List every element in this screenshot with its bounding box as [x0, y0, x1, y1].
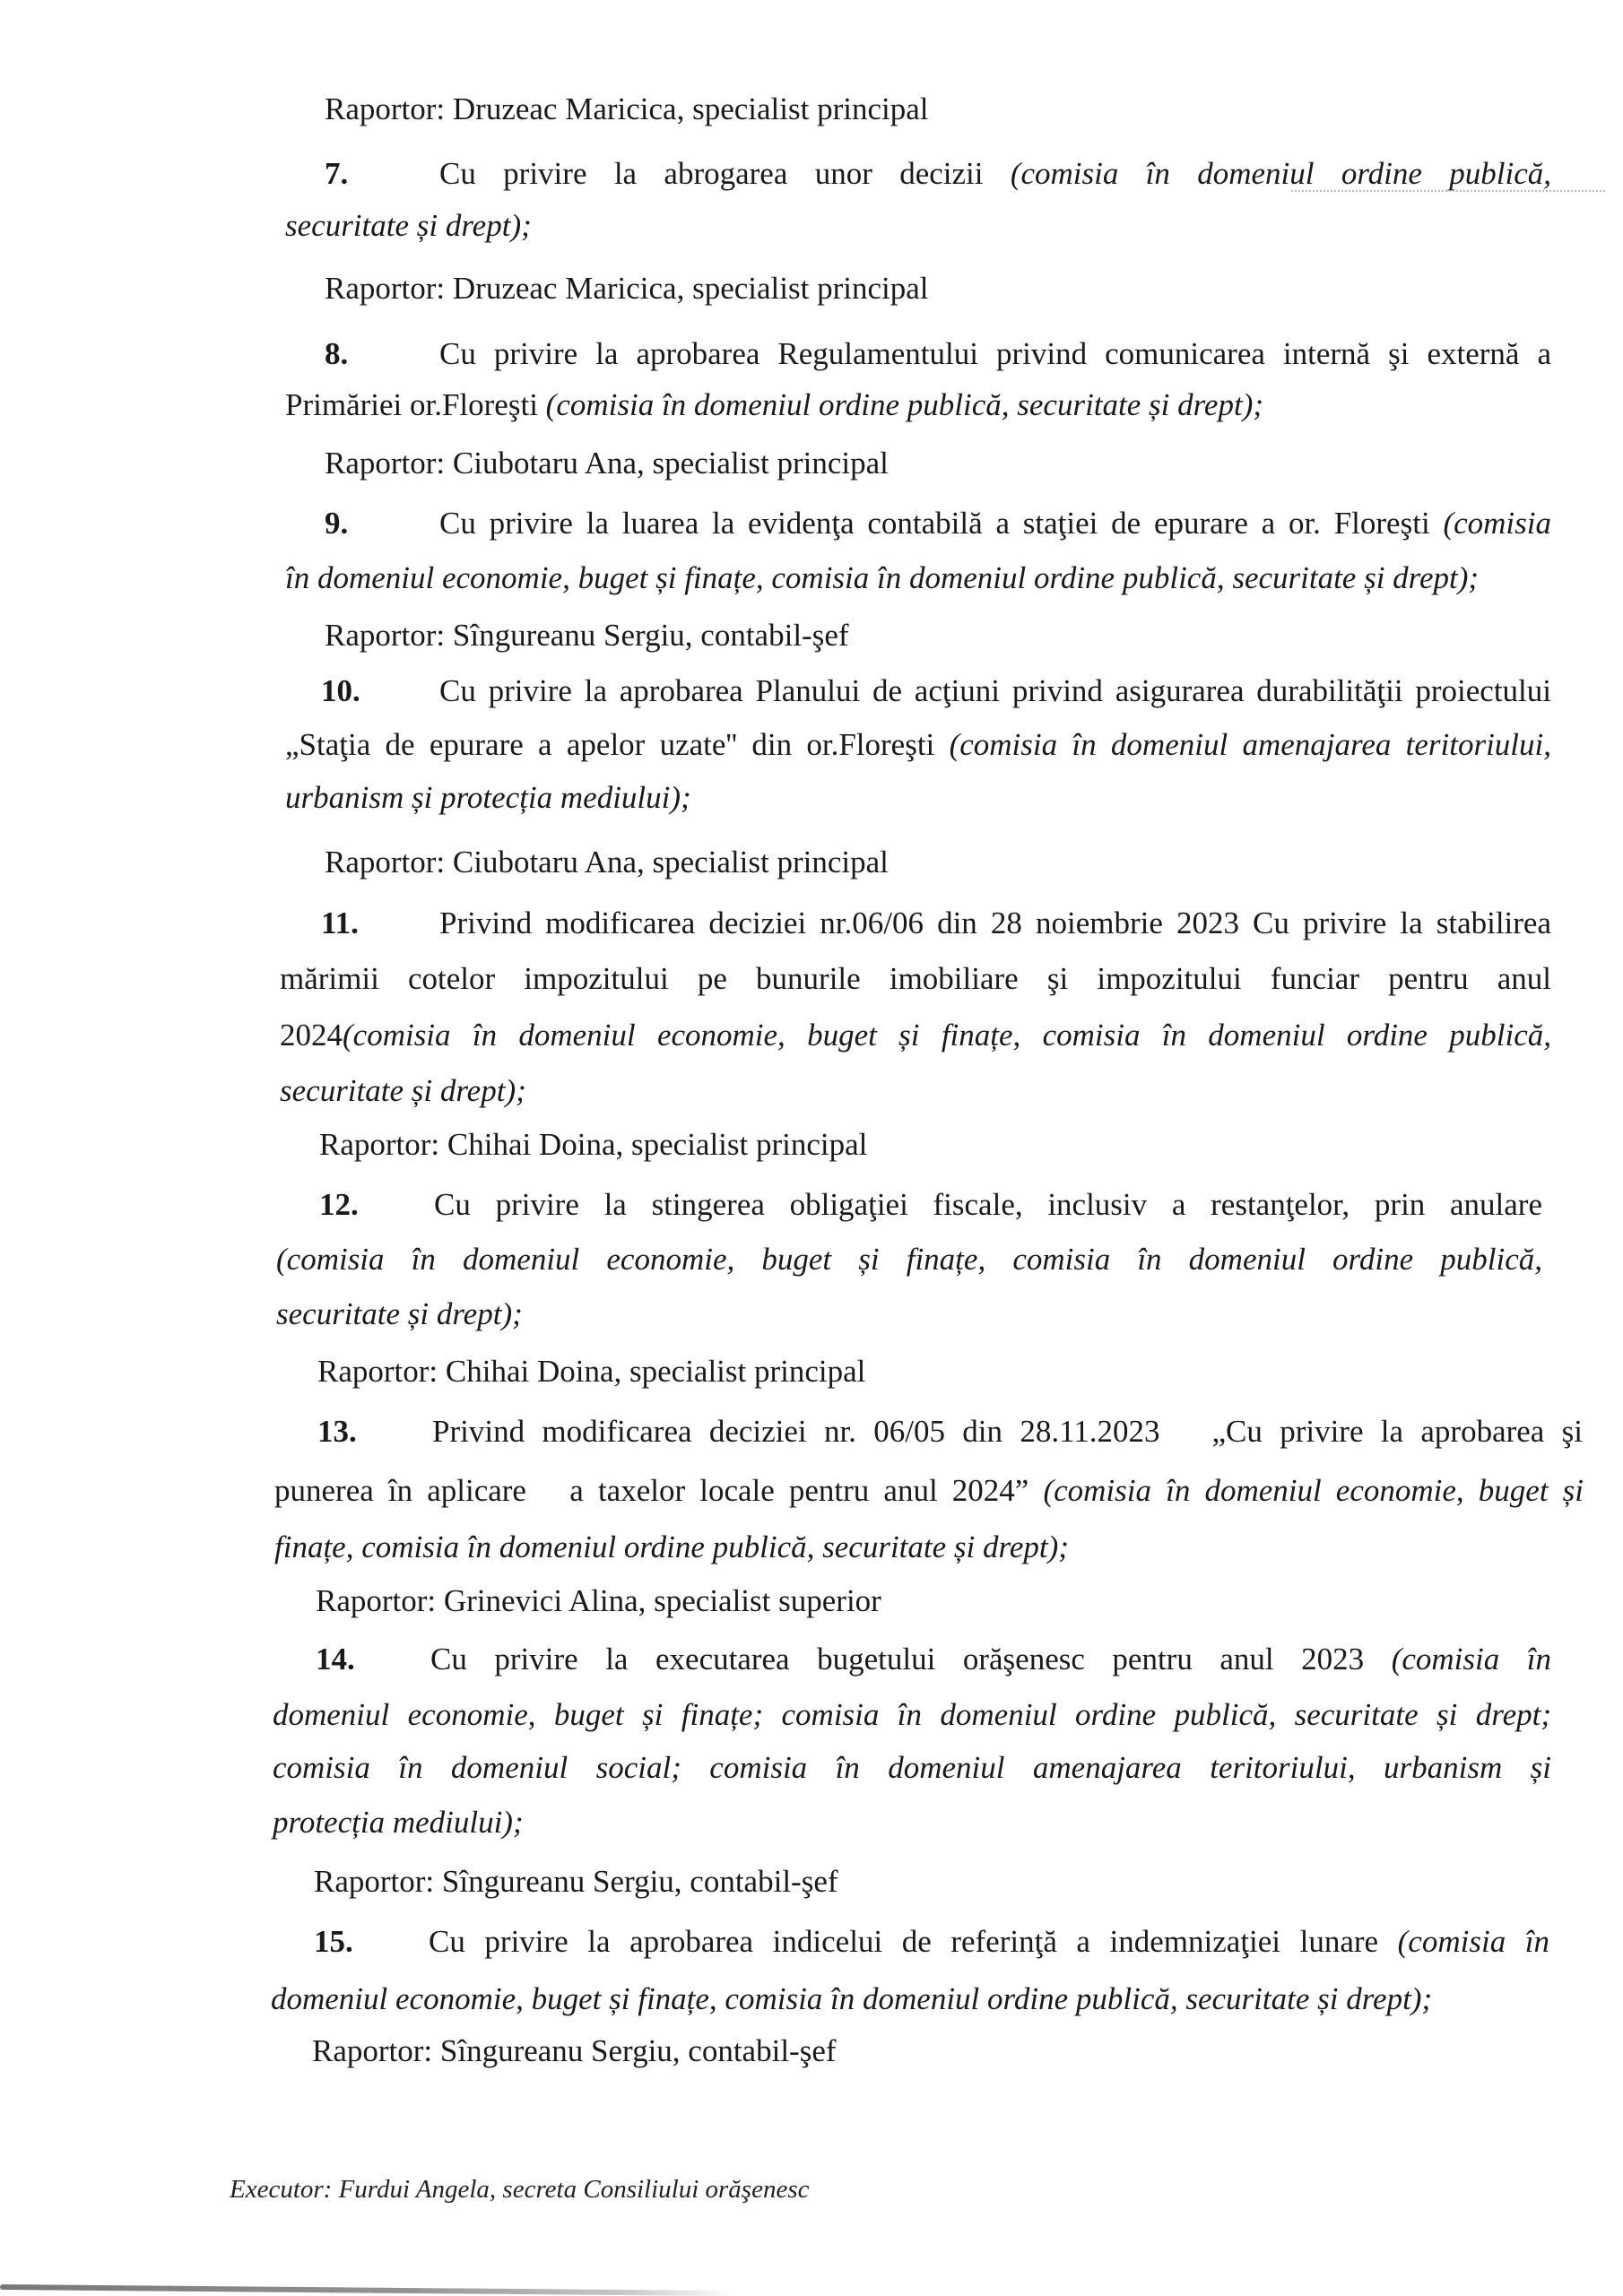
item-continuation-line: urbanism și protecția mediului);: [285, 780, 691, 815]
item-text: Cu privire la stingerea obligaţiei fiscale, inclusiv a restanţelor, prin anulare: [434, 1187, 1542, 1222]
item-continuation-line: [280, 959, 1551, 999]
raportor-intro: Raportor: Druzeac Maricica, specialist principal: [325, 91, 929, 126]
item-title-line: [434, 1185, 1542, 1225]
item-text: punerea în aplicare a taxelor locale pentru anul 2024”: [274, 1473, 1044, 1508]
item-continuation-line: finațe, comisia în domeniul ordine publică, securitate și drept);: [274, 1529, 1069, 1564]
item-continuation-line: [273, 1748, 1551, 1788]
item-text: Cu privire la aprobarea Planului de acţiuni privind asigurarea durabilităţii proiectului: [439, 673, 1551, 708]
item-raportor: Raportor: Chihai Doina, specialist principal: [319, 1127, 868, 1162]
item-title-line: [439, 504, 1551, 543]
item-commission-text: (comisia în domeniul amenajarea teritoriului,: [949, 727, 1552, 762]
item-text: mărimii cotelor impozitului pe bunurile imobiliare şi impozitului funciar pentru anul: [280, 961, 1551, 996]
item-continuation-line: securitate și drept);: [276, 1296, 523, 1331]
item-number: 7.: [325, 156, 349, 191]
item-continuation-line: securitate și drept);: [280, 1073, 526, 1108]
item-continuation-line: [274, 1471, 1584, 1511]
item-continuation-line: protecția mediului);: [273, 1805, 524, 1840]
item-title-line: [432, 1412, 1583, 1451]
item-text: Privind modificarea deciziei nr.06/06 din 28 noiembrie 2023 Cu privire la stabilirea: [439, 905, 1551, 940]
item-continuation-line: securitate și drept);: [285, 208, 532, 243]
item-number: 11.: [321, 905, 359, 940]
item-number: 8.: [325, 336, 349, 371]
item-raportor: Raportor: Ciubotaru Ana, specialist principal: [325, 845, 889, 879]
item-continuation-line: [285, 725, 1551, 765]
item-continuation-line: domeniul economie, buget și finațe, comisia în domeniul ordine publică, securitate și drept);: [271, 1981, 1433, 2016]
executor-footer: Executor: Furdui Angela, secreta Consiliului orăşenesc: [230, 2175, 810, 2204]
item-commission-text: (comisia: [1443, 506, 1551, 541]
item-text: Cu privire la executarea bugetului orăşenesc pentru anul 2023: [430, 1642, 1392, 1677]
item-raportor: Raportor: Druzeac Maricica, specialist principal: [325, 271, 929, 306]
item-number: 15.: [314, 1924, 353, 1959]
item-text: 2024: [280, 1018, 343, 1053]
item-title-line: [430, 1640, 1551, 1679]
item-number: 13.: [317, 1414, 357, 1449]
item-text: Cu privire la aprobarea Regulamentului privind comunicarea internă şi externă a: [439, 336, 1551, 371]
item-commission-text: (comisia în domeniul ordine publică,: [1010, 156, 1551, 191]
item-title-line: [429, 1922, 1549, 1962]
item-text: „Staţia de epurare a apelor uzate'' din or.Floreşti: [285, 727, 950, 762]
dotted-mark: [1291, 190, 1605, 192]
item-raportor: Raportor: Sîngureanu Sergiu, contabil-şef: [314, 1864, 838, 1899]
item-commission-text: (comisia în domeniul ordine publică, securitate și drept);: [545, 387, 1264, 422]
scan-edge-shadow: [0, 2284, 735, 2296]
item-text: Primăriei or.Floreşti: [285, 387, 546, 422]
item-raportor: Raportor: Sîngureanu Sergiu, contabil-şef: [325, 618, 849, 653]
item-title-line: [439, 334, 1551, 374]
item-text: Cu privire la luarea la evidenţa contabilă a staţiei de epurare a or. Floreşti: [439, 506, 1444, 541]
item-title-line: [439, 154, 1551, 194]
item-continuation-line: în domeniul economie, buget și finațe, comisia în domeniul ordine publică, securitate și drept);: [285, 560, 1480, 595]
item-number: 10.: [321, 673, 360, 708]
item-commission-text: (comisia în domeniul economie, buget și finațe, comisia în domeniul ordine publică,: [343, 1018, 1551, 1053]
item-number: 12.: [319, 1187, 359, 1222]
item-text: Cu privire la aprobarea indicelui de referinţă a indemnizaţiei lunare: [429, 1924, 1398, 1959]
item-raportor: Raportor: Ciubotaru Ana, specialist principal: [325, 446, 889, 481]
item-continuation-line: [276, 1240, 1542, 1279]
item-number: 14.: [316, 1642, 355, 1677]
item-commission-text: (comisia în domeniul economie, buget și finațe, comisia în domeniul ordine publică,: [276, 1242, 1542, 1277]
item-raportor: Raportor: Grinevici Alina, specialist superior: [316, 1583, 881, 1618]
item-raportor: Raportor: Chihai Doina, specialist principal: [317, 1354, 866, 1389]
item-continuation-line: [273, 1695, 1551, 1735]
item-number: 9.: [325, 506, 349, 541]
item-title-line: [439, 671, 1551, 711]
item-commission-text: comisia în domeniul social; comisia în domeniul amenajarea teritoriului, urbanism și: [273, 1750, 1551, 1785]
item-raportor: Raportor: Sîngureanu Sergiu, contabil-şef: [312, 2033, 837, 2068]
item-text: Privind modificarea deciziei nr. 06/05 din 28.11.2023 „Cu privire la aprobarea şi: [432, 1414, 1583, 1449]
item-title-line: [439, 904, 1551, 943]
item-text: Cu privire la abrogarea unor decizii: [439, 156, 1011, 191]
item-commission-text: domeniul economie, buget și finațe; comisia în domeniul ordine publică, securitate și drept;: [273, 1697, 1551, 1732]
item-commission-text: (comisia în domeniul economie, buget și: [1043, 1473, 1584, 1508]
item-commission-text: (comisia în: [1397, 1924, 1549, 1959]
item-commission-text: (comisia în: [1391, 1642, 1551, 1677]
item-continuation-line: [285, 386, 1263, 425]
item-continuation-line: [280, 1016, 1551, 1055]
